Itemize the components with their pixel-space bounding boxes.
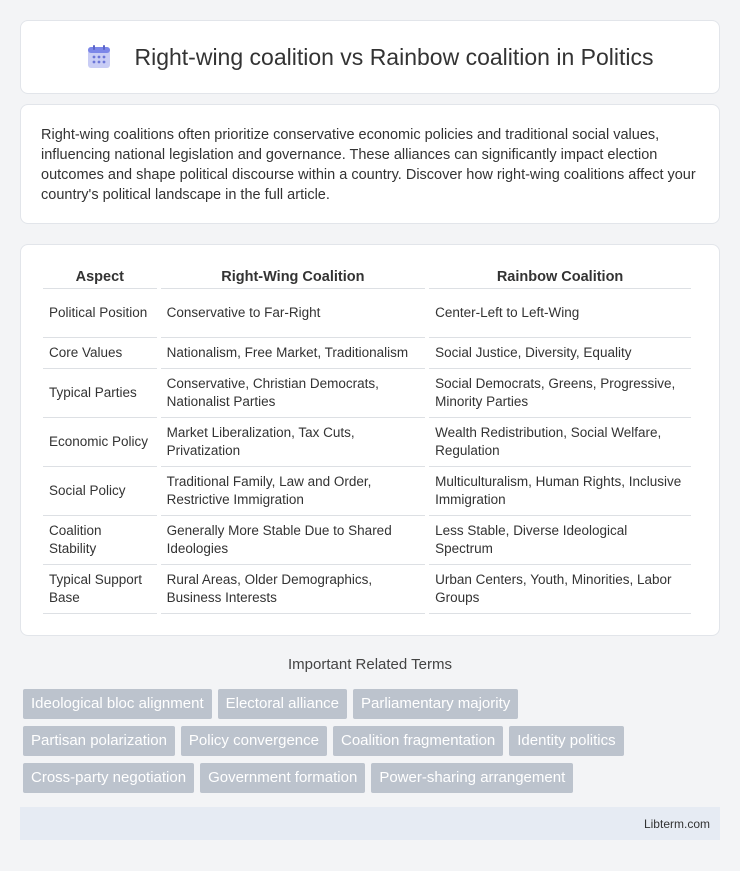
cell-right-wing: Market Liberalization, Tax Cuts, Privatization <box>161 418 426 467</box>
table-header-row <box>43 265 691 289</box>
cell-aspect: Social Policy <box>43 467 157 516</box>
term-tag[interactable]: Parliamentary majority <box>353 689 518 719</box>
cell-aspect: Core Values <box>43 338 157 369</box>
header-right-wing: Right-Wing Coalition <box>161 265 426 289</box>
cell-aspect: Economic Policy <box>43 418 157 467</box>
tag-row <box>23 689 723 719</box>
footer <box>20 807 720 840</box>
cell-right-wing: Traditional Family, Law and Order, Restrictive Immigration <box>161 467 426 516</box>
cell-rainbow: Center-Left to Left-Wing <box>429 289 691 338</box>
cell-aspect: Typical Parties <box>43 369 157 418</box>
table-row <box>43 369 691 418</box>
table-row <box>43 418 691 467</box>
cell-right-wing: Nationalism, Free Market, Traditionalism <box>161 338 426 369</box>
table-row <box>43 516 691 565</box>
cell-aspect: Political Position <box>43 289 157 338</box>
term-tag[interactable]: Identity politics <box>509 726 623 756</box>
term-tag[interactable]: Coalition fragmentation <box>333 726 503 756</box>
header-rainbow: Rainbow Coalition <box>429 265 691 289</box>
comparison-table-card <box>20 244 720 636</box>
cell-aspect: Coalition Stability <box>43 516 157 565</box>
table-row <box>43 467 691 516</box>
calendar-icon <box>86 44 112 70</box>
header-aspect: Aspect <box>43 265 157 289</box>
term-tag[interactable]: Electoral alliance <box>218 689 347 719</box>
term-tag[interactable]: Government formation <box>200 763 365 793</box>
term-tag[interactable]: Policy convergence <box>181 726 327 756</box>
cell-right-wing: Generally More Stable Due to Shared Ideologies <box>161 516 426 565</box>
header-card <box>20 20 720 94</box>
term-tag[interactable]: Cross-party negotiation <box>23 763 194 793</box>
cell-rainbow: Social Justice, Diversity, Equality <box>429 338 691 369</box>
cell-rainbow: Multiculturalism, Human Rights, Inclusive Immigration <box>429 467 691 516</box>
cell-rainbow: Urban Centers, Youth, Minorities, Labor Groups <box>429 565 691 614</box>
tag-row <box>23 763 723 793</box>
table-row <box>43 565 691 614</box>
comparison-table <box>39 265 695 614</box>
page-title: Right-wing coalition vs Rainbow coalition in Politics <box>134 43 654 70</box>
cell-right-wing: Conservative, Christian Democrats, Nationalist Parties <box>161 369 426 418</box>
term-tag[interactable]: Power-sharing arrangement <box>371 763 573 793</box>
table-row <box>43 338 691 369</box>
related-terms-tags <box>23 689 723 800</box>
intro-card <box>20 104 720 224</box>
footer-site-link[interactable]: Libterm.com <box>643 816 710 831</box>
cell-aspect: Typical Support Base <box>43 565 157 614</box>
cell-right-wing: Conservative to Far-Right <box>161 289 426 338</box>
cell-rainbow: Social Democrats, Greens, Progressive, Minority Parties <box>429 369 691 418</box>
term-tag[interactable]: Partisan polarization <box>23 726 175 756</box>
cell-rainbow: Less Stable, Diverse Ideological Spectrum <box>429 516 691 565</box>
related-terms-title: Important Related Terms <box>288 656 452 673</box>
cell-right-wing: Rural Areas, Older Demographics, Business Interests <box>161 565 426 614</box>
term-tag[interactable]: Ideological bloc alignment <box>23 689 212 719</box>
table-row <box>43 289 691 338</box>
intro-text: Right-wing coalitions often prioritize conservative economic policies and traditional social values, influencing national legislation and governance. These alliances can significantly impact election outcomes and shape political discourse within a country. Discover how right-wing coalitions affect your country's political landscape in the full article. <box>41 127 696 203</box>
cell-rainbow: Wealth Redistribution, Social Welfare, Regulation <box>429 418 691 467</box>
tag-row <box>23 726 723 756</box>
